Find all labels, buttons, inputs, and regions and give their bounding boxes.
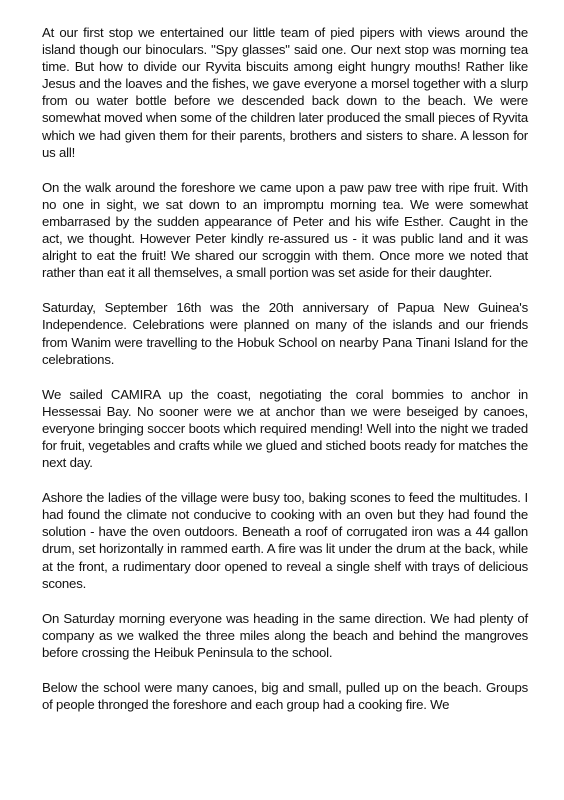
paragraph-4: We sailed CAMIRA up the coast, negotiating the coral bommies to anchor in Hessessai Bay. No sooner were we at anchor than we were beseiged by canoes, everyone bringing soccer boots which required mending! Well into the night we traded for fruit, vegetables and crafts while we glued and stiched boots ready for matches the next day. bbox=[42, 386, 528, 471]
paragraph-1: At our first stop we entertained our little team of pied pipers with views around the island though our binoculars. "Spy glasses" said one. Our next stop was morning tea time. But how to divide our Ryvita biscuits among eight hungry mouths! Rather like Jesus and the loaves and the fishes, we gave everyone a morsel together with a slurp from ou water bottle before we descended back down to the beach. We were somewhat moved when some of the children later produced the small pieces of Ryvita which we had given them for their parents, brothers and sisters to share. A lesson for us all! bbox=[42, 25, 528, 160]
paragraph-2: On the walk around the foreshore we came upon a paw paw tree with ripe fruit. With no one in sight, we sat down to an impromptu morning tea. We were somewhat embarrased by the sudden appearance of Peter and his wife Esther. Caught in the act, we thought. However Peter kindly re-assured us - it was public land and it was alright to eat the fruit! We shared our scroggin with them. Once more we noted that rather than eat it all themselves, a small portion was set aside for their daughter. bbox=[42, 179, 528, 281]
paragraph-7: Below the school were many canoes, big and small, pulled up on the beach. Groups of people thronged the foreshore and each group had a cooking fire. We bbox=[42, 680, 528, 713]
paragraph-3: Saturday, September 16th was the 20th anniversary of Papua New Guinea's Independence. Celebrations were planned on many of the islands and our friends from Wanim were travelling to the Hobuk School on nearby Pana Tinani Island for the celebrations. bbox=[42, 300, 528, 367]
paragraph-5: Ashore the ladies of the village were busy too, baking scones to feed the multitudes. I had found the climate not conducive to cooking with an oven but they had found the solution - have the oven outdoors. Beneath a roof of corrugated iron was a 44 gallon drum, set horizontally in rammed earth. A fire was lit under the drum at the back, while at the front, a rudimentary door opened to reveal a single shelf with trays of delicious scones. bbox=[42, 490, 528, 591]
document-page bbox=[42, 24, 528, 731]
paragraph-6: On Saturday morning everyone was heading in the same direction. We had plenty of company as we walked the three miles along the beach and behind the mangroves before crossing the Heibuk Peninsula to the school. bbox=[42, 610, 528, 660]
